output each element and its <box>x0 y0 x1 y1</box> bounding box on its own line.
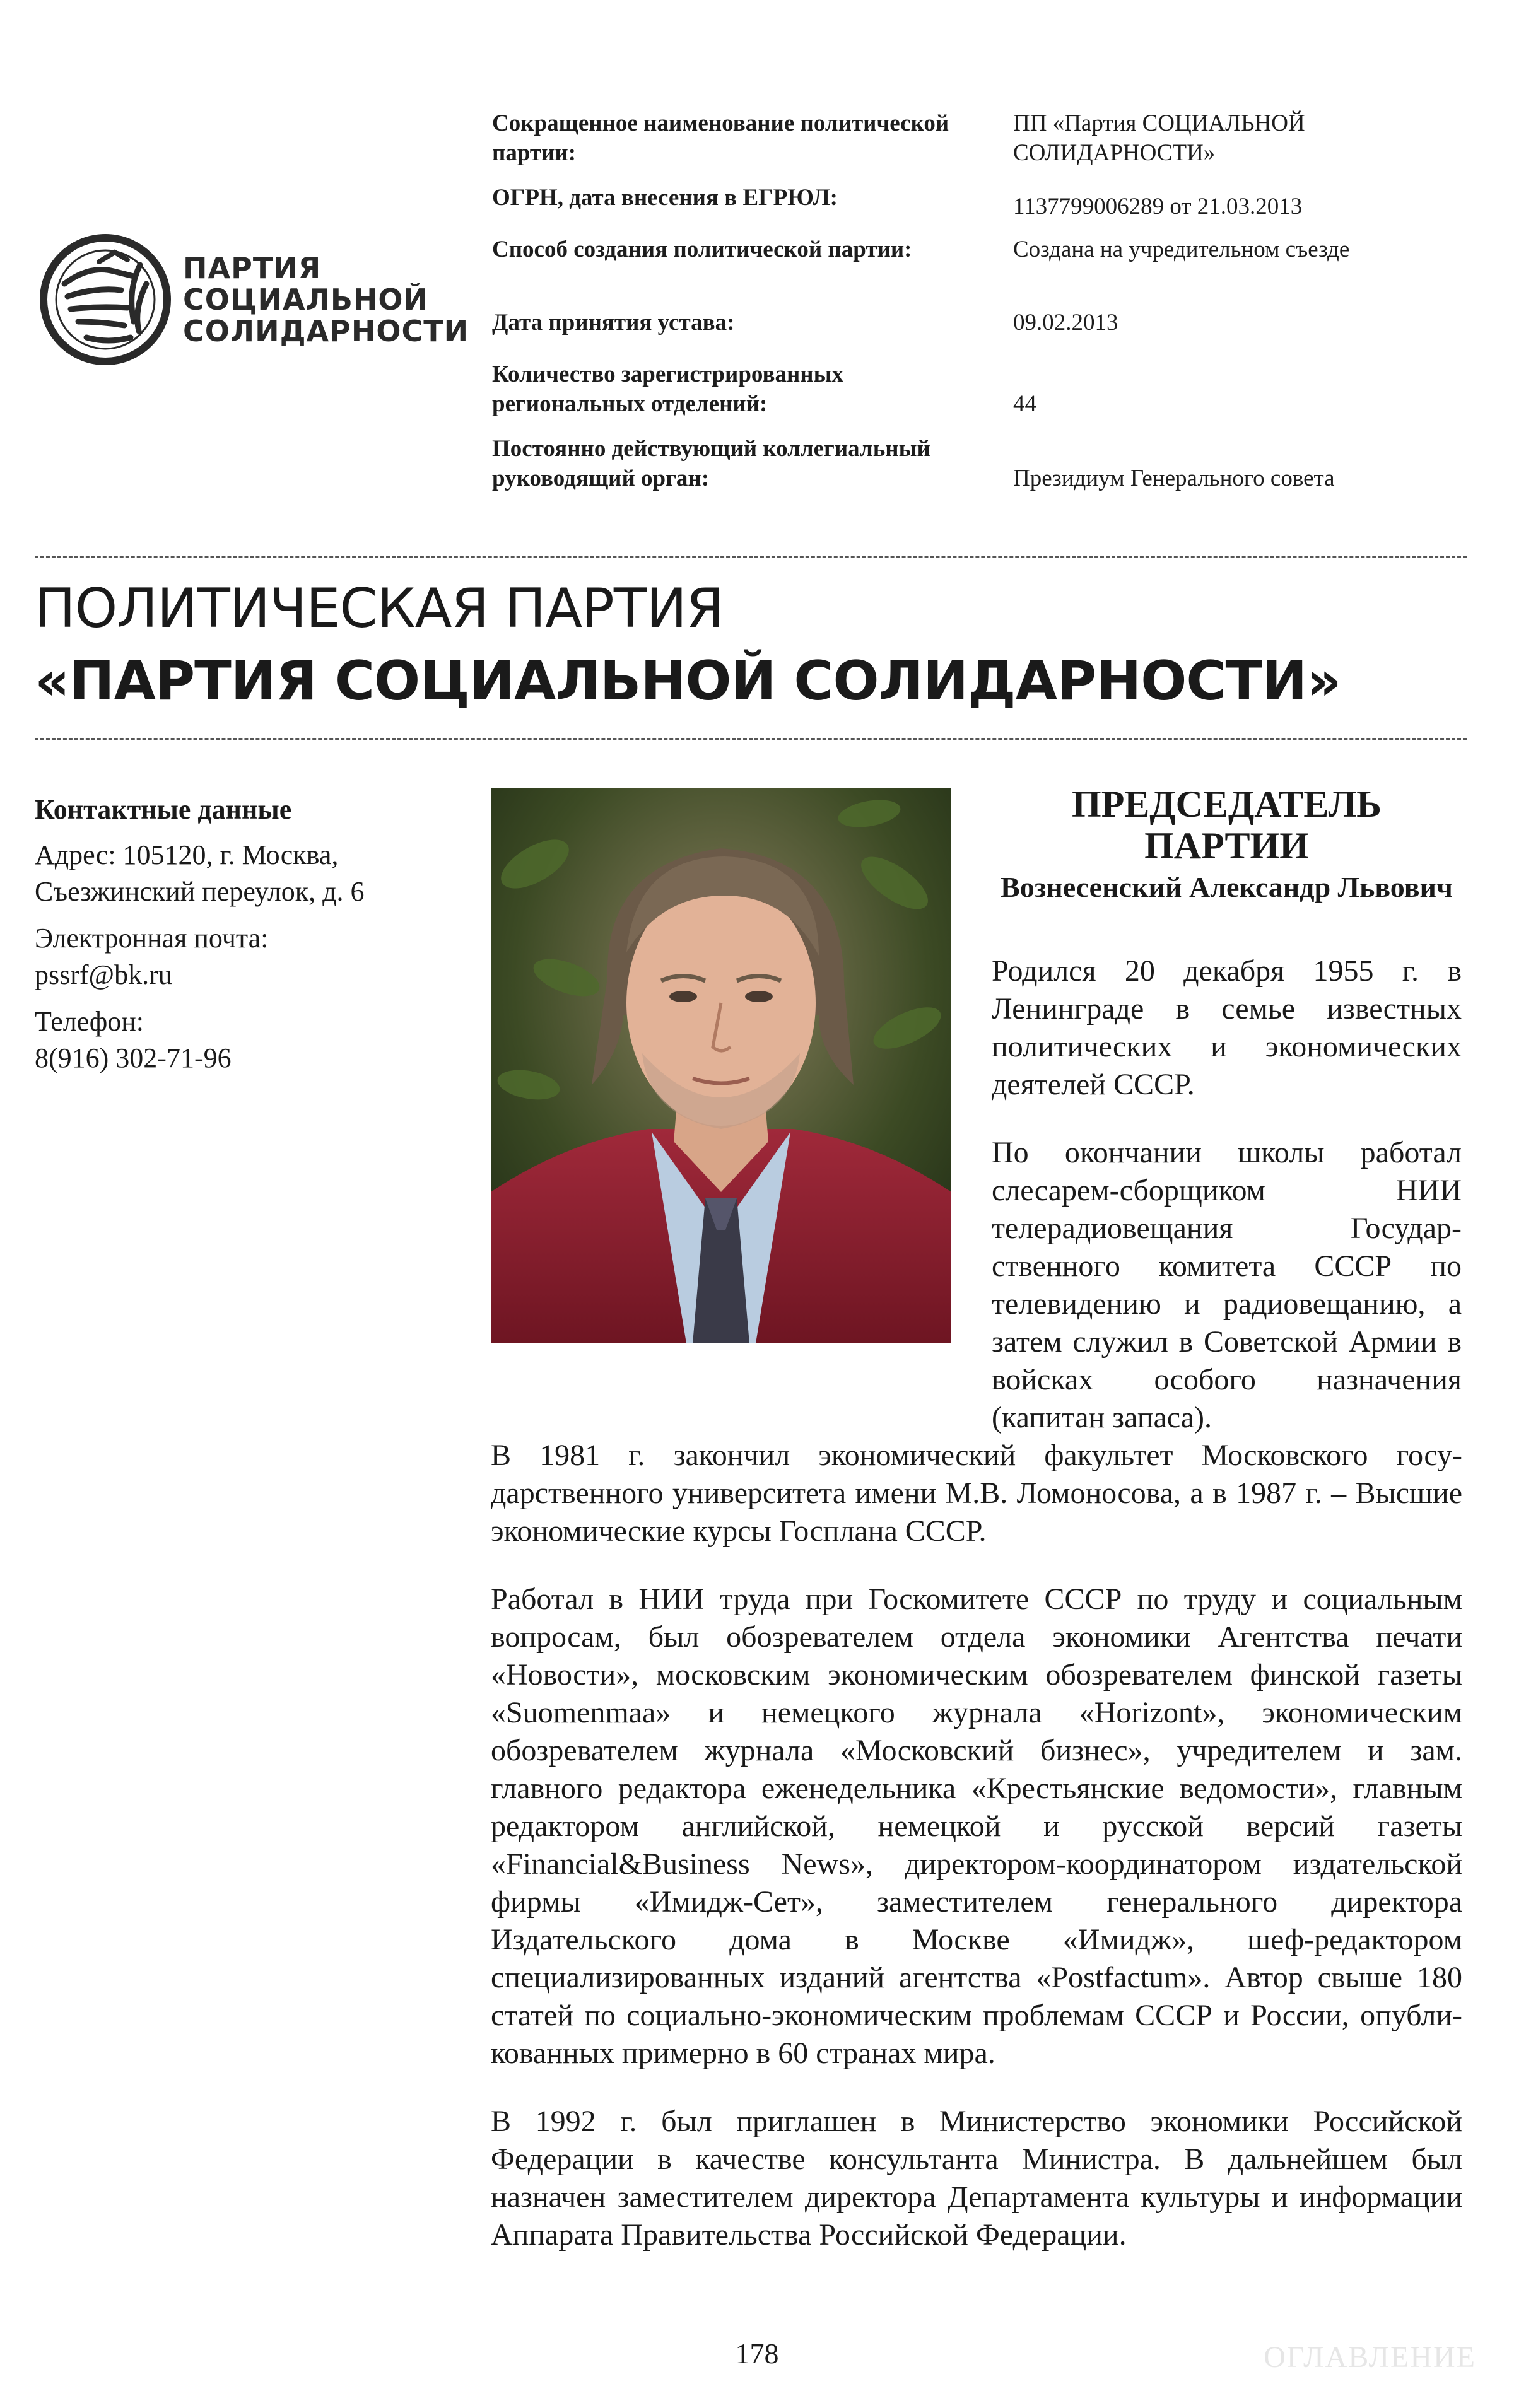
info-value: 09.02.2013 <box>1013 310 1118 336</box>
contacts-section <box>35 792 476 1087</box>
address-line: Адрес: 105120, г. Москва, <box>35 839 339 870</box>
info-label: Сокращенное наименование политической партии: <box>492 110 949 166</box>
bio-paragraph: В 1992 г. был приглашен в Министерство экономики Российской Федерации в качестве консультанта Министра. В дальнейшем был назначен заместителем директора Департамента культуры и информации Аппарата Правительства Российской Федерации. <box>491 2105 1462 2252</box>
info-value: Создана на учредительном съезде <box>1013 237 1350 262</box>
bio-paragraph: В 1981 г. закончил экономический факультет Московского государственного университета имени М.В. Ломоносова, а в 1987 г. – Высшие экономические курсы Госплана СССР. <box>491 1439 1462 1548</box>
contacts-address <box>35 837 476 910</box>
phone-number: 8(916) 302-71-96 <box>35 1043 232 1073</box>
bio-paragraph: Родился 20 декабря 1955 г. в Ленинграде в семье известных политических и экономических деятелей СССР. <box>992 954 1462 1101</box>
toc-link[interactable]: ОГЛАВЛЕНИЕ <box>1264 2341 1476 2374</box>
page-number: 178 <box>735 2337 779 2370</box>
dashed-divider <box>35 556 1467 558</box>
address-line: Съезжинский переулок, д. 6 <box>35 876 365 907</box>
chairman-header <box>992 783 1462 904</box>
bio-right-column <box>992 952 1462 1452</box>
bio-paragraph: По окончании школы работал слесарем-сборщиком НИИ телерадиовещания Государственного комитета СССР по телевидению и радиовещанию, а затем служил в Советской Армии в войсках особого назначения (капитан запаса). <box>992 1136 1462 1434</box>
info-value: ПП «Партия СОЦИАЛЬНОЙ СОЛИДАРНОСТИ» <box>1013 110 1305 166</box>
dashed-divider <box>35 738 1467 740</box>
logo-text <box>183 252 469 347</box>
info-value: 1137799006289 от 21.03.2013 <box>1013 194 1303 219</box>
info-label: Дата принятия устава: <box>492 310 735 336</box>
info-label: ОГРН, дата внесения в ЕГРЮЛ: <box>492 185 838 211</box>
contacts-heading: Контактные данные <box>35 794 292 825</box>
hands-circle-emblem-icon <box>39 227 172 372</box>
info-label: Способ создания политической партии: <box>492 237 912 262</box>
info-value: Президиум Генерального совета <box>1013 465 1335 491</box>
chairman-name: Вознесенский Александр Львович <box>1001 871 1453 903</box>
phone-label: Телефон: <box>35 1006 144 1037</box>
bio-paragraph: Работал в НИИ труда при Госкомитете СССР по труду и социальным вопросам, был обозревателем отдела экономики Агентства печати «Новости», московским экономическим обозревателем финской газеты «Suomenmaa» и немецкого журнала «Horizont», экономическим обозревателем журнала «Московский бизнес», учредителем и зам. главного редактора еженедельника «Крестьянские ведомости», главным редактором английской, немецкой и русской версий газеты «Financial&Business News», директором-координатором издательской фирмы «Имидж-Сет», заместителем генерального директора Издательского дома в Москве «Имидж», шеф-редактором специализированных изданий агентства «Postfactum». Автор свыше 180 статей по социально-экономическим проблемам СССР и России, опубликованных примерно в 60 странах мира. <box>491 1582 1462 2070</box>
info-label: Количество зарегистрированных региональных отделений: <box>492 361 843 417</box>
contacts-email <box>35 920 476 993</box>
info-label: Постоянно действующий коллегиальный руководящий орган: <box>492 436 930 491</box>
email-link[interactable]: pssrf@bk.ru <box>35 959 172 990</box>
chairman-portrait <box>491 788 951 1343</box>
email-label: Электронная почта: <box>35 923 269 954</box>
logo-line: ПАРТИЯ <box>183 251 322 285</box>
info-value: 44 <box>1013 391 1036 417</box>
bio-main-column <box>491 1437 1462 2269</box>
page-title-line1: ПОЛИТИЧЕСКАЯ ПАРТИЯ <box>35 577 724 640</box>
party-logo <box>39 227 469 378</box>
chairman-title: ПРЕДСЕДАТЕЛЬ ПАРТИИ <box>1072 783 1382 867</box>
page-title-line2: «ПАРТИЯ СОЦИАЛЬНОЙ СОЛИДАРНОСТИ» <box>35 650 1341 713</box>
logo-line: СОЛИДАРНОСТИ <box>183 314 469 348</box>
logo-line: СОЦИАЛЬНОЙ <box>183 283 429 317</box>
contacts-phone <box>35 1003 476 1077</box>
